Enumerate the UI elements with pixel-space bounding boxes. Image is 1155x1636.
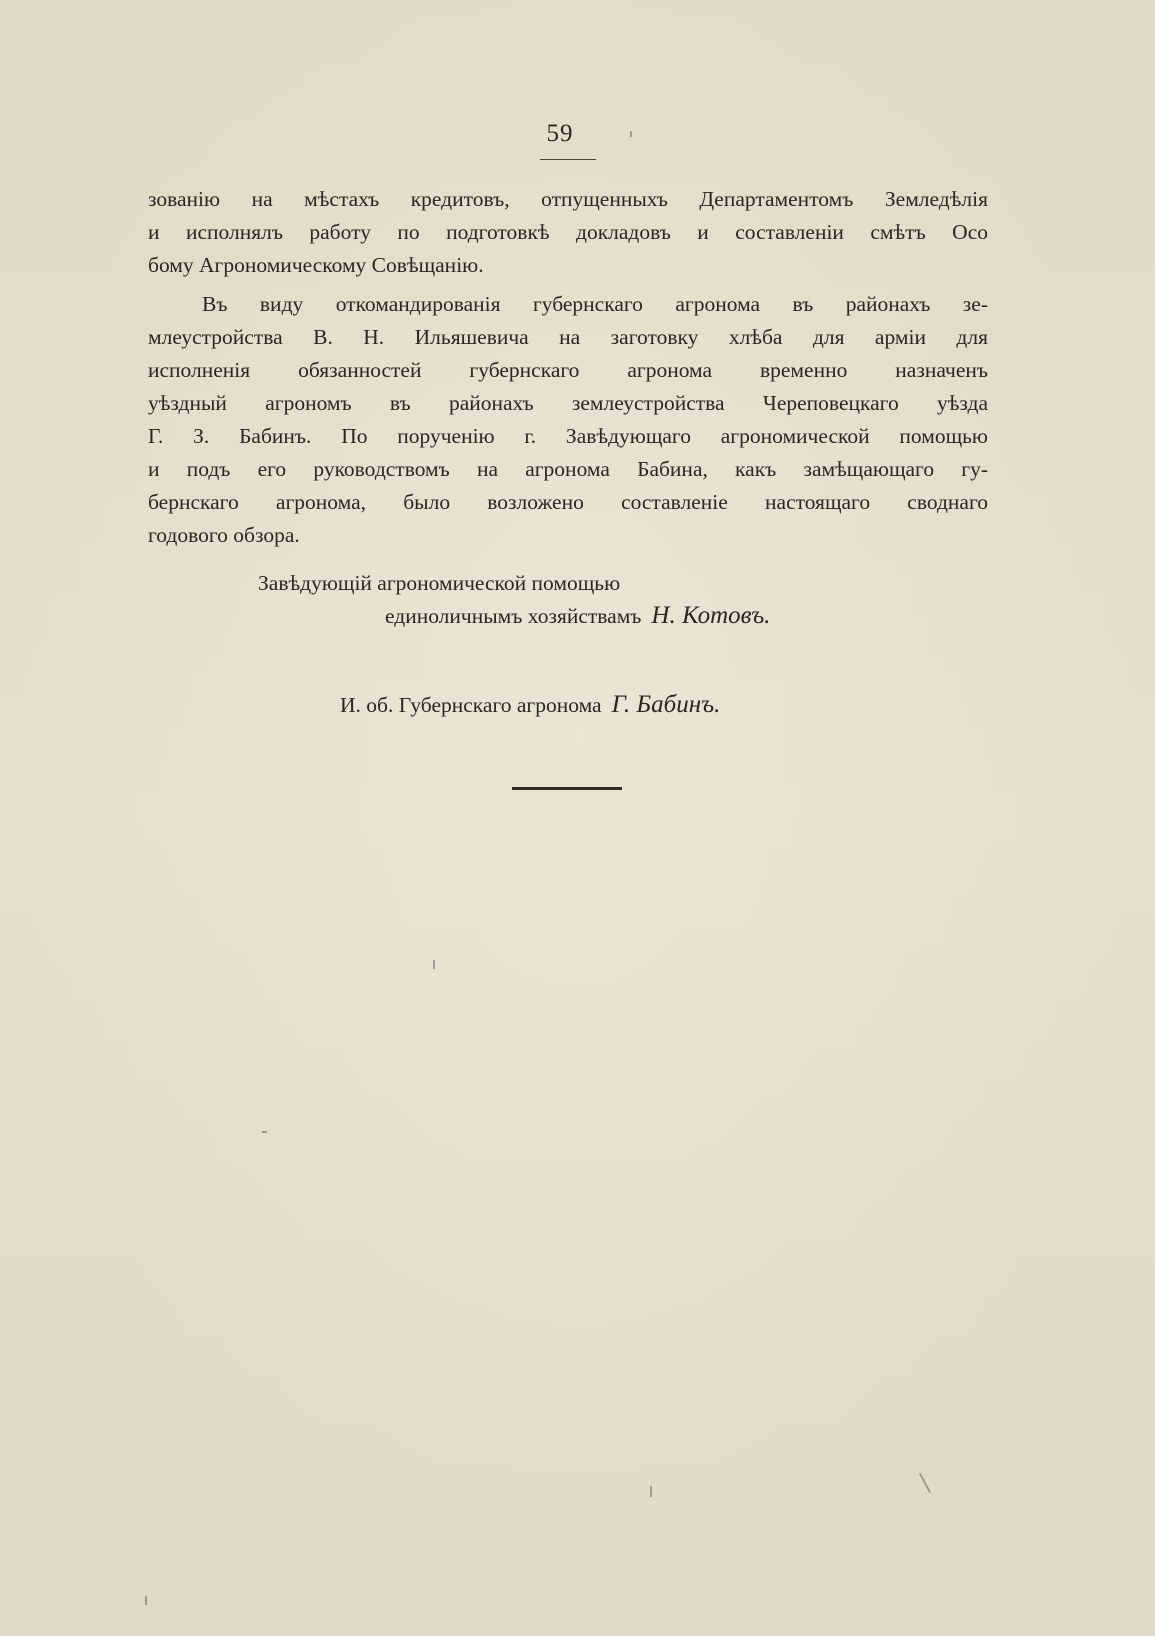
paragraph-1-line-3: бому Агрономическому Совѣщанію. [148, 253, 484, 277]
paper-speck [650, 1486, 652, 1497]
closing-rule [512, 787, 622, 790]
signature-title-1 [258, 567, 620, 600]
paragraph-1 [148, 183, 988, 282]
paragraph-2 [148, 288, 988, 552]
paragraph-2-line-8: годового обзора. [148, 523, 300, 547]
paper-speck [630, 131, 632, 137]
page-number-underline [540, 159, 596, 160]
paragraph-2-line-5: Г. З. Бабинъ. По порученію г. Завѣдующаго агрономической помощью [148, 424, 988, 448]
paragraph-2-line-4: уѣздный агрономъ въ районахъ землеустройства Череповецкаго уѣзда [148, 391, 988, 415]
signature-title-1-text: Завѣдующій агрономической помощью [258, 571, 621, 595]
paragraph-1-line-1: зованію на мѣстахъ кредитовъ, отпущенныхъ Департаментомъ Земледѣлія [148, 187, 988, 211]
paper-speck [919, 1473, 931, 1493]
paragraph-1-line-2: и исполнялъ работу по подготовкѣ докладовъ и составленіи смѣтъ Осо [148, 220, 988, 244]
signature-title-3 [340, 688, 720, 722]
signature-title-3-text: И. об. Губернскаго агронома [340, 693, 602, 717]
paper-speck [433, 960, 435, 969]
paragraph-2-line-6: и подъ его руководствомъ на агронома Бабина, какъ замѣщающаго гу- [148, 457, 988, 481]
paragraph-2-line-2: млеустройства В. Н. Ильяшевича на заготовку хлѣба для арміи для [148, 325, 988, 349]
paper-speck [145, 1596, 147, 1605]
paragraph-2-line-1: Въ виду откомандированія губернскаго агронома въ районахъ зе- [202, 292, 988, 316]
signature-title-2-text: единоличнымъ хозяйствамъ [385, 604, 642, 628]
signature-name-babin: Г. Бабинъ. [611, 691, 721, 718]
paper-speck [262, 1131, 267, 1133]
signature-name-kotov: Н. Котовъ. [651, 602, 771, 629]
signature-title-2 [385, 599, 770, 633]
paragraph-2-line-7: бернскаго агронома, было возложено составленіе настоящаго своднаго [148, 490, 988, 514]
page-number: 59 [546, 120, 574, 147]
paragraph-2-line-3: исполненія обязанностей губернскаго агронома временно назначенъ [148, 358, 988, 382]
